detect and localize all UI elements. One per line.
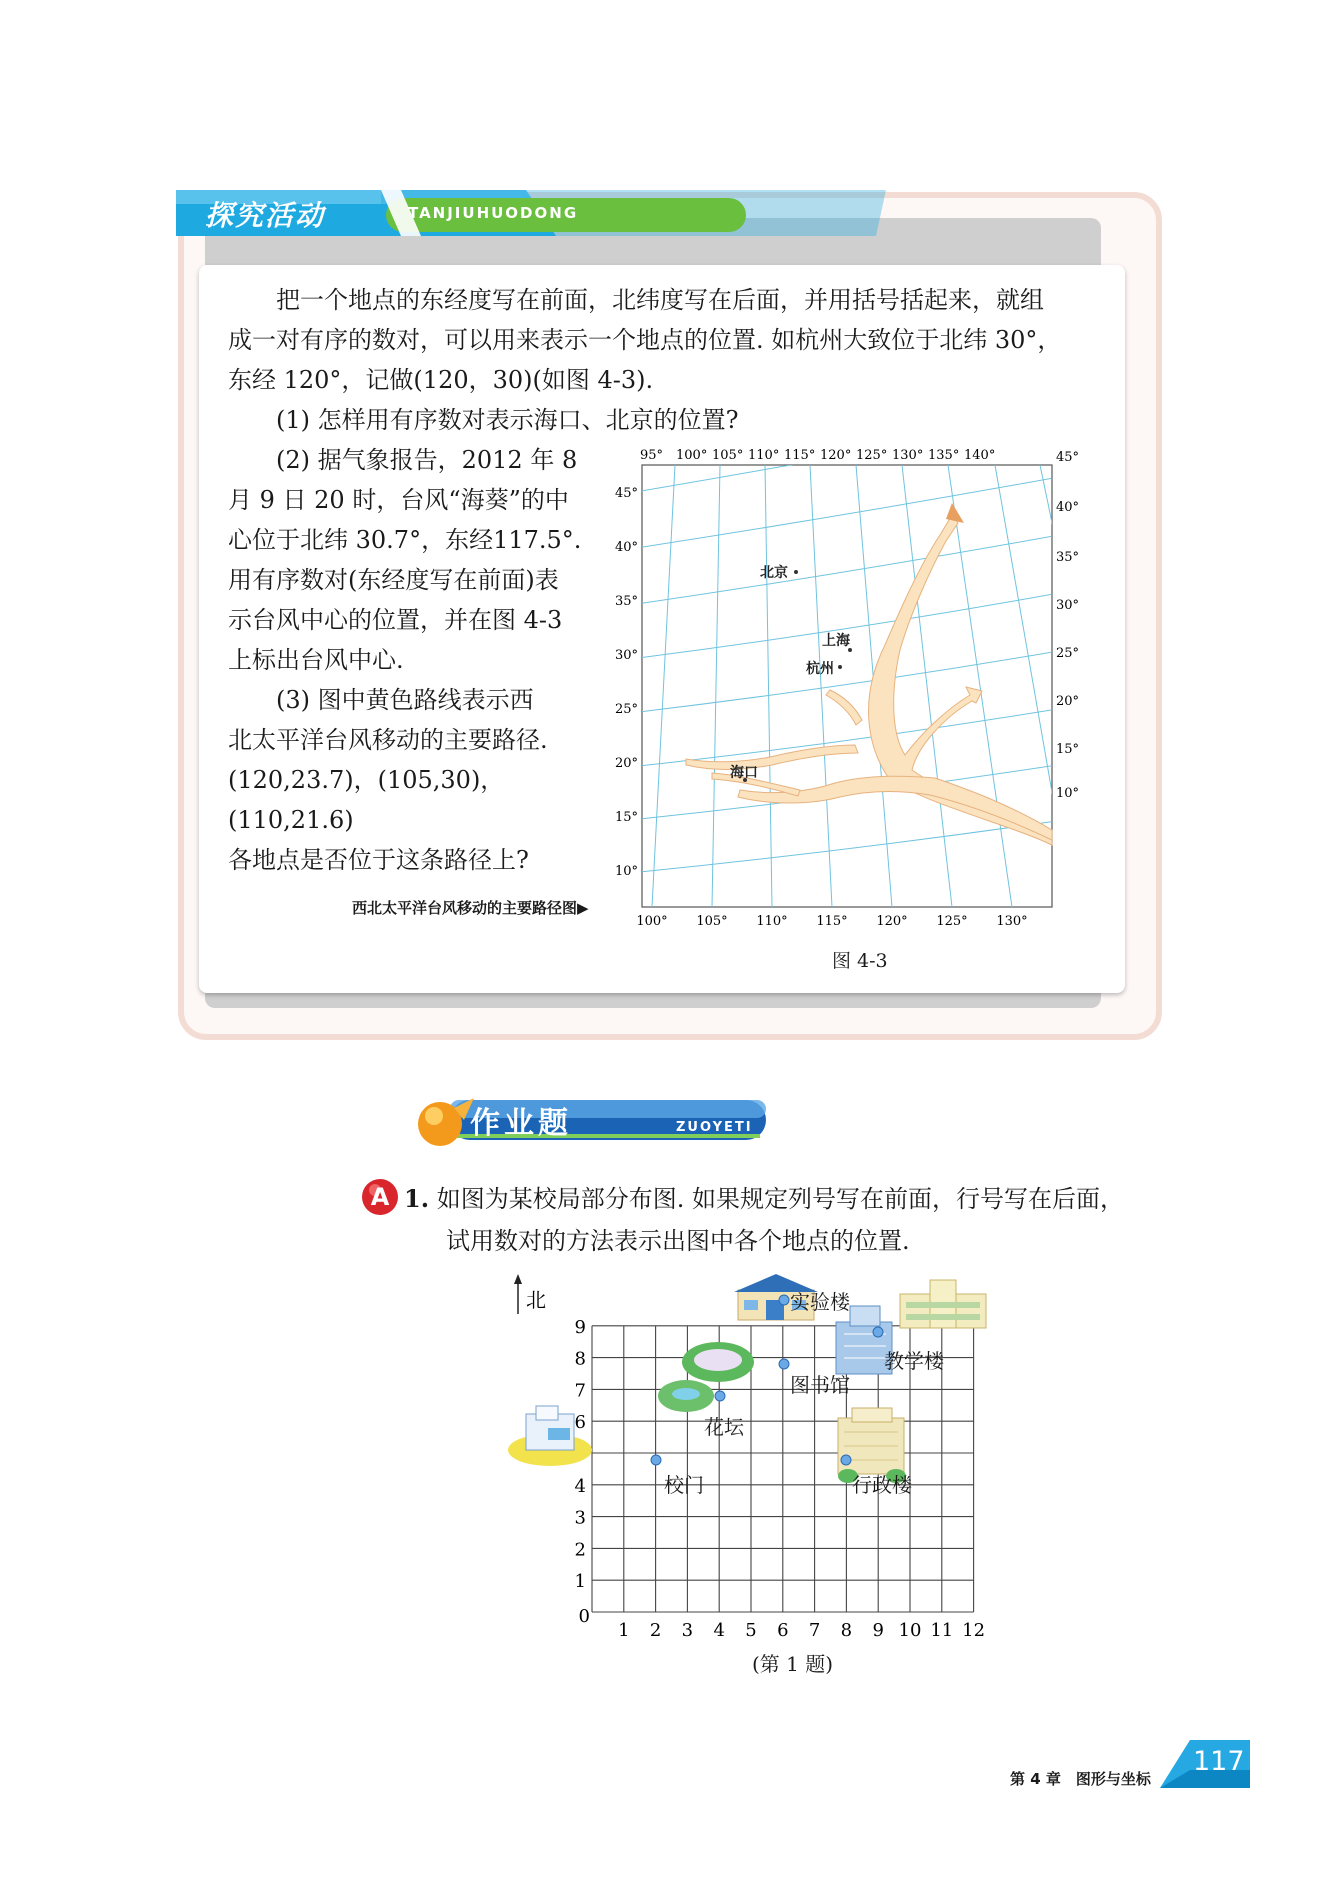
map-right-lat-label: 40° <box>1056 500 1080 515</box>
teaching-label: 教学楼 <box>884 1349 944 1373</box>
q2-line-6: 上标出台风中心. <box>228 646 404 674</box>
question-2 <box>228 440 590 680</box>
intro-line-3: 东经 120°，记做(120，30)(如图 4-3). <box>228 366 654 394</box>
library-point <box>779 1359 789 1369</box>
level-letter: A <box>370 1183 390 1211</box>
map-top-lon-label: 115° <box>784 448 816 463</box>
grid-y-tick: 8 <box>574 1348 586 1370</box>
page-number: 117 <box>1193 1746 1245 1777</box>
question-1: (1) 怎样用有序数对表示海口、北京的位置? <box>276 406 739 434</box>
garden-icon <box>658 1342 754 1412</box>
map-bottom-lon-labels <box>636 914 1027 929</box>
grid-y-tick: 9 <box>574 1316 586 1338</box>
grid-x-tick: 5 <box>745 1620 757 1641</box>
problem-number: 1. <box>404 1184 430 1213</box>
problem-1 <box>404 1178 1204 1262</box>
intro-paragraph <box>228 280 1108 400</box>
admin-point <box>841 1455 851 1465</box>
map-top-lon-label: 100° <box>676 448 708 463</box>
map-left-lat-label: 35° <box>614 594 638 609</box>
map-left-lat-label: 40° <box>614 540 638 555</box>
map-top-lon-label: 125° <box>856 448 888 463</box>
gate-point <box>651 1455 661 1465</box>
explore-title: 探究活动 <box>205 199 326 232</box>
grid-y-tick: 4 <box>574 1475 586 1497</box>
map-top-lon-label: 130° <box>892 448 924 463</box>
grid-x-tick: 1 <box>618 1620 630 1641</box>
question-3 <box>228 680 590 880</box>
q2-line-2: 月 9 日 20 时，台风“海葵”的中 <box>228 486 569 514</box>
grid-x-tick: 10 <box>898 1620 922 1641</box>
grid-x-tick: 9 <box>872 1620 884 1641</box>
intro-line-2: 成一对有序的数对，可以用来表示一个地点的位置. 如杭州大致位于北纬 30°， <box>228 326 1062 354</box>
q2-line-4: 用有序数对(东经度写在前面)表 <box>228 566 559 594</box>
grid-x-tick: 2 <box>649 1620 662 1641</box>
grid-x-tick: 12 <box>962 1620 986 1641</box>
city-hangzhou: 杭州 <box>806 661 834 677</box>
map-left-lat-label: 20° <box>614 756 638 771</box>
homework-title: 作业题 <box>470 1106 572 1141</box>
q3-line-3: (120,23.7)，(105,30)，(110,21.6) <box>228 766 505 834</box>
map-top-lon-label: 120° <box>820 448 852 463</box>
grid-x-tick: 3 <box>681 1620 694 1641</box>
grid-y-tick: 3 <box>574 1507 586 1529</box>
intro-line-1: 把一个地点的东经度写在前面，北纬度写在后面，并用括号括起来，就组 <box>276 286 1044 314</box>
grid-origin: 0 <box>578 1606 590 1627</box>
q3-line-1: (3) 图中黄色路线表示西 <box>276 686 534 714</box>
garden-label: 花坛 <box>704 1415 744 1439</box>
map-top-lon-label: 140° <box>964 448 996 463</box>
chapter-footer: 第 4 章 图形与坐标 <box>1010 1770 1151 1788</box>
map-top-lon-label: 110° <box>748 448 780 463</box>
north-label: 北 <box>526 1288 546 1312</box>
grid-caption: (第 1 题) <box>752 1652 834 1676</box>
map-bottom-lon-label: 100° <box>636 914 668 929</box>
teaching-building-icon <box>900 1280 986 1328</box>
map-left-lat-labels <box>615 486 638 879</box>
map-right-lat-label: 10° <box>1056 786 1080 801</box>
map-left-lat-label: 30° <box>614 648 638 663</box>
grid-y-tick: 6 <box>574 1412 586 1434</box>
map-top-lon-label: 95° <box>640 448 664 463</box>
map-top-lon-label: 105° <box>712 448 744 463</box>
problem-line-1: 如图为某校局部分布图. 如果规定列号写在前面，行号写在后面， <box>436 1185 1124 1213</box>
map-bottom-lon-label: 115° <box>816 914 848 929</box>
grid-x-tick: 7 <box>808 1620 821 1641</box>
q2-line-3: 心位于北纬 30.7°，东经117.5°. <box>228 526 582 554</box>
grid-x-tick: 6 <box>777 1620 789 1641</box>
map-bottom-lon-label: 110° <box>756 914 788 929</box>
map-frame <box>642 465 1052 907</box>
typhoon-map <box>600 445 1080 935</box>
admin-label: 行政楼 <box>852 1473 912 1497</box>
grid-y-tick: 7 <box>574 1380 586 1402</box>
homework-subtitle: ZUOYETI <box>676 1120 753 1135</box>
campus-grid <box>500 1262 1080 1652</box>
map-top-lon-label: 135° <box>928 448 960 463</box>
teaching-point <box>873 1327 883 1337</box>
figure-label: 图 4-3 <box>832 950 888 972</box>
map-right-lat-label: 45° <box>1056 450 1080 465</box>
map-bottom-lon-label: 120° <box>876 914 908 929</box>
problem-line-2: 试用数对的方法表示出图中各个地点的位置. <box>446 1227 910 1255</box>
grid-x-ticks <box>618 1620 985 1641</box>
city-shanghai: 上海 <box>822 633 850 649</box>
map-right-lat-label: 15° <box>1056 742 1080 757</box>
map-bottom-lon-label: 105° <box>696 914 728 929</box>
q2-line-5: 示台风中心的位置，并在图 4-3 <box>228 606 563 634</box>
map-bottom-lon-label: 130° <box>996 914 1028 929</box>
city-haikou: 海口 <box>730 765 758 781</box>
explore-subtitle: TANJIUHUODONG <box>408 204 579 222</box>
grid-y-tick: 2 <box>574 1539 586 1561</box>
map-right-lat-label: 30° <box>1056 598 1080 613</box>
map-left-lat-label: 15° <box>614 810 638 825</box>
grid-x-tick: 8 <box>840 1620 853 1641</box>
map-right-lat-label: 25° <box>1056 646 1080 661</box>
library-label: 图书馆 <box>790 1373 850 1397</box>
map-caption: 西北太平洋台风移动的主要路径图▶ <box>352 899 589 917</box>
map-right-lat-labels <box>1056 450 1079 801</box>
lab-label: 实验楼 <box>790 1290 850 1314</box>
map-top-lon-labels <box>640 448 995 463</box>
q3-line-4: 各地点是否位于这条路径上? <box>228 846 529 874</box>
q2-line-1: (2) 据气象报告，2012 年 8 <box>276 446 578 474</box>
grid-x-tick: 11 <box>930 1620 954 1641</box>
map-right-lat-label: 20° <box>1056 694 1080 709</box>
city-beijing: 北京 <box>760 565 788 581</box>
q3-line-2: 北太平洋台风移动的主要路径. <box>228 726 548 754</box>
map-left-lat-label: 45° <box>614 486 638 501</box>
map-left-lat-label: 10° <box>614 864 638 879</box>
lab-point <box>779 1295 789 1305</box>
grid-x-tick: 4 <box>713 1620 725 1641</box>
north-arrow-icon <box>514 1274 522 1314</box>
map-left-lat-label: 25° <box>614 702 638 717</box>
gate-label: 校门 <box>664 1473 704 1497</box>
grid-y-tick: 1 <box>574 1571 586 1593</box>
map-right-lat-label: 35° <box>1056 550 1080 565</box>
level-a-icon <box>360 1177 400 1217</box>
admin-building-icon <box>838 1408 906 1483</box>
map-bottom-lon-label: 125° <box>936 914 968 929</box>
garden-point <box>715 1391 725 1401</box>
